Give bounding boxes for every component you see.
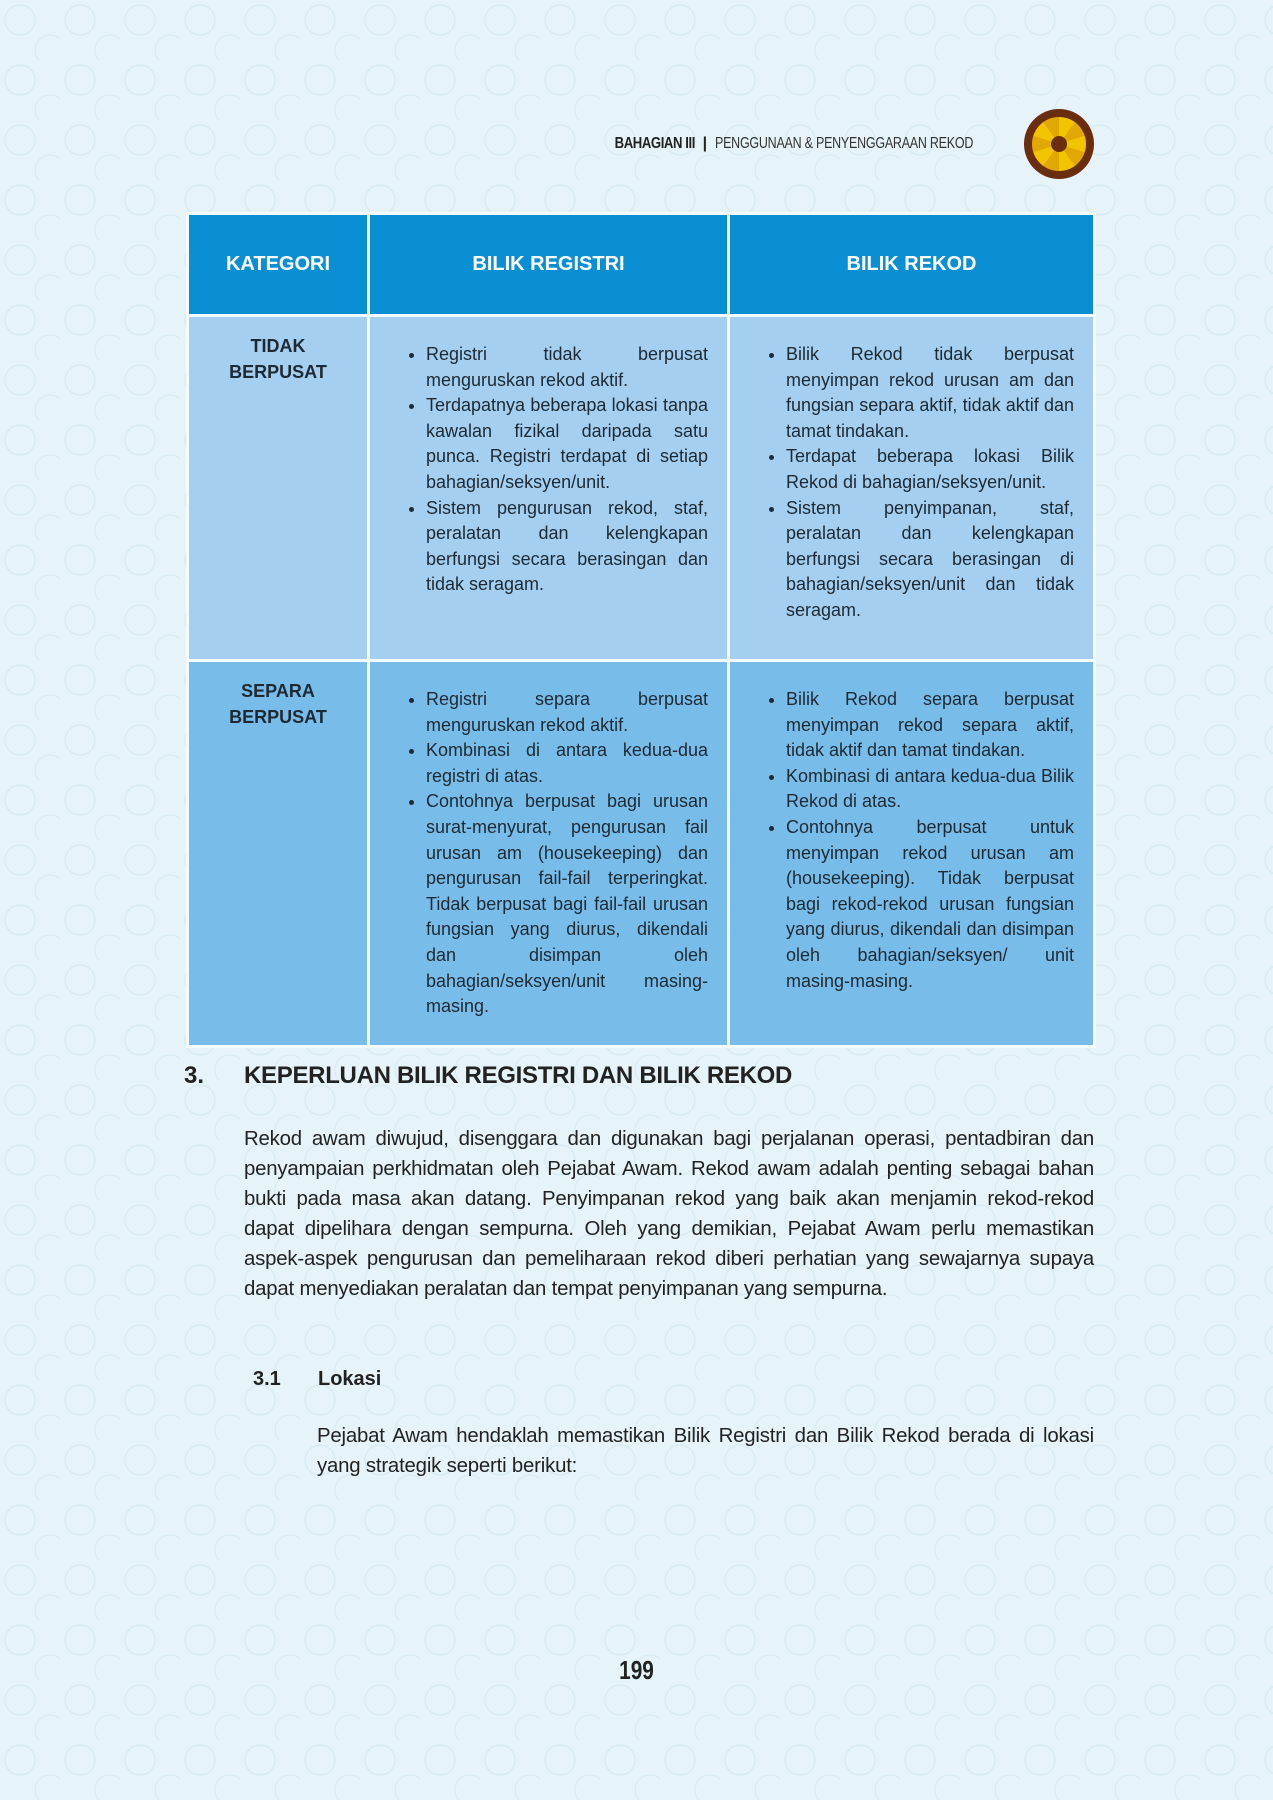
category-cell: SEPARA BERPUSAT xyxy=(188,661,369,1047)
national-archives-emblem-icon xyxy=(1024,109,1094,179)
list-item: • Sistem penyimpanan, staf, peralatan dan kelengkapan berfungsi secara berasingan di bahagian/seksyen/unit dan tidak seragam. xyxy=(786,496,1074,624)
part-label: BAHAGIAN III xyxy=(614,135,695,152)
list-item: • Sistem pengurusan rekod, staf, peralatan dan kelengkapan berfungsi secara berasingan dan tidak seragam. xyxy=(426,496,708,598)
header-separator: | xyxy=(702,135,708,152)
list-item: • Terdapat beberapa lokasi Bilik Rekod di bahagian/seksyen/unit. xyxy=(786,444,1074,495)
subsection-paragraph: Pejabat Awam hendaklah memastikan Bilik Registri dan Bilik Rekod berada di lokasi yang strategik seperti berikut: xyxy=(317,1425,1094,1477)
chapter-title: PENGGUNAAN & PENYENGGARAAN REKOD xyxy=(715,135,974,152)
list-item: • Kombinasi di antara kedua-dua Bilik Rekod di atas. xyxy=(786,764,1074,815)
rekod-cell xyxy=(729,661,1095,1047)
table-row xyxy=(188,661,1095,1047)
table-header-row xyxy=(188,214,1095,316)
registri-cell xyxy=(369,316,729,661)
column-header-kategori: KATEGORI xyxy=(188,214,369,316)
registri-cell xyxy=(369,661,729,1047)
section-number: 3. xyxy=(184,1062,205,1089)
list-item: • Contohnya berpusat untuk menyimpan rekod urusan am (housekeeping). Tidak berpusat bagi rekod-rekod urusan fungsian yang diurus, dikendali dan disimpan oleh bahagian/seksyen/ unit masing-masing. xyxy=(786,815,1074,994)
list-item: • Terdapatnya beberapa lokasi tanpa kawalan fizikal daripada satu punca. Registri terdapat di setiap bahagian/seksyen/unit. xyxy=(426,393,708,495)
list-item: • Registri tidak berpusat menguruskan rekod aktif. xyxy=(426,342,708,393)
list-item: • Kombinasi di antara kedua-dua registri di atas. xyxy=(426,738,708,789)
column-header-bilik-rekod: BILIK REKOD xyxy=(729,214,1095,316)
subsection-number: 3.1 xyxy=(253,1368,281,1390)
section-paragraph: Rekod awam diwujud, disenggara dan digunakan bagi perjalanan operasi, pentadbiran dan penyampaian perkhidmatan oleh Pejabat Awam. Rekod awam adalah penting sebagai bahan bukti pada masa akan datang. Penyimpanan rekod yang baik akan menjamin rekod-rekod dapat dipelihara dengan sempurna. Oleh yang demikian, Pejabat Awam perlu memastikan aspek-aspek pengurusan dan pemeliharaan rekod diberi perhatian yang sewajarnya supaya dapat menyediakan peralatan dan tempat penyimpanan yang sempurna. xyxy=(244,1128,1094,1300)
category-cell: TIDAK BERPUSAT xyxy=(188,316,369,661)
page-header xyxy=(600,108,1094,180)
table-row xyxy=(188,316,1095,661)
list-item: • Contohnya berpusat bagi urusan surat-menyurat, pengurusan fail urusan am (housekeeping) dan pengurusan fail-fail terperingkat. Tidak berpusat bagi fail-fail urusan fungsian yang diurus, dikendali dan disimpan oleh bahagian/seksyen/unit masing-masing. xyxy=(426,789,708,1019)
page-number: 199 xyxy=(619,1655,654,1685)
list-item: • Bilik Rekod separa berpusat menyimpan rekod separa aktif, tidak aktif dan tamat tindakan. xyxy=(786,687,1074,764)
column-header-bilik-registri: BILIK REGISTRI xyxy=(369,214,729,316)
list-item: • Bilik Rekod tidak berpusat menyimpan rekod urusan am dan fungsian separa aktif, tidak aktif dan tamat tindakan. xyxy=(786,342,1074,444)
section-title: KEPERLUAN BILIK REGISTRI DAN BILIK REKOD xyxy=(244,1062,793,1089)
rekod-cell xyxy=(729,316,1095,661)
comparison-table xyxy=(186,212,1096,1048)
list-item: • Registri separa berpusat menguruskan rekod aktif. xyxy=(426,687,708,738)
subsection-title: Lokasi xyxy=(318,1368,382,1390)
